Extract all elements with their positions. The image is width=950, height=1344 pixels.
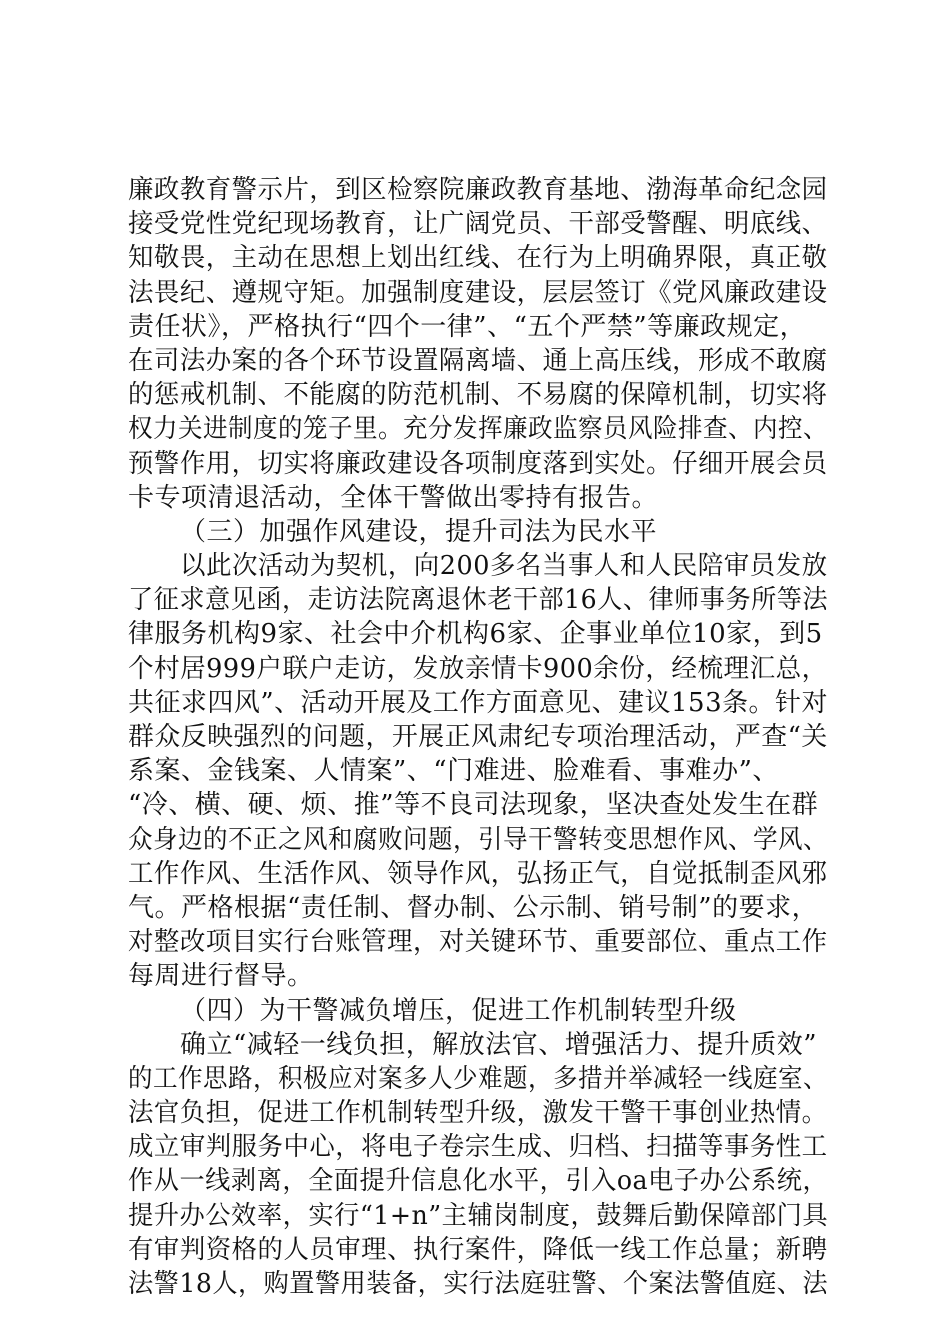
text-line: 预警作用，切实将廉政建设各项制度落到实处。仔细开展会员 [128,448,828,479]
text-line: 在司法办案的各个环节设置隔离墙、通上高压线，形成不敢腐 [128,345,828,376]
text-line: 的惩戒机制、不能腐的防范机制、不易腐的保障机制，切实将 [128,380,828,411]
text-line: 作从一线剥离，全面提升信息化水平，引入oa电子办公系统， [128,1166,829,1197]
paragraph-start: 确立“减轻一线负担，解放法官、增强活力、提升质效” [180,1029,818,1060]
text-line: 群众反映强烈的问题，开展正风肃纪专项治理活动，严查“关 [128,722,828,752]
section-heading: （三）加强作风建设，提升司法为民水平 [180,516,658,547]
text-line: 有审判资格的人员审理、执行案件，降低一线工作总量；新聘 [128,1234,828,1265]
text-line: 了征求意见函，走访法院离退休老干部16人、律师事务所等法 [128,585,829,616]
text-line: 权力关进制度的笼子里。充分发挥廉政监察员风险排查、内控、 [128,414,829,445]
text-line: 成立审判服务中心，将电子卷宗生成、归档、扫描等事务性工 [128,1132,828,1163]
text-line: 律服务机构9家、社会中介机构6家、企事业单位10家，到5 [128,619,823,650]
text-line: 工作作风、生活作风、领导作风，弘扬正气，自觉抵制歪风邪 [128,858,828,889]
section-heading: （四）为干警减负增压，促进工作机制转型升级 [180,995,737,1026]
text-line: 提升办公效率，实行“1+n”主辅岗制度，鼓舞后勤保障部门具 [128,1200,829,1231]
text-line: 法官负担，促进工作机制转型升级，激发干警干事创业热情。 [128,1098,828,1129]
paragraph-start: 以此次活动为契机，向200多名当事人和人民陪审员发放 [180,551,828,582]
body-text [128,173,828,1301]
text-line: 气。严格根据“责任制、督办制、公示制、销号制”的要求， [128,892,819,923]
text-line: 责任状》，严格执行“四个一律”、“五个严禁”等廉政规定， [128,311,807,342]
text-line: 系案、金钱案、人情案”、“门难进、脸难看、事难办”、 [128,756,779,787]
text-line: 个村居999户联户走访，发放亲情卡900余份，经梳理汇总， [128,653,828,684]
text-line: 知敬畏，主动在思想上划出红线、在行为上明确界限，真正敬 [128,243,828,274]
text-line: 廉政教育警示片，到区检察院廉政教育基地、渤海革命纪念园 [128,175,828,205]
text-line: 法警18人，购置警用装备，实行法庭驻警、个案法警值庭、法 [128,1269,829,1299]
text-line: 众身边的不正之风和腐败问题，引导干警转变思想作风、学风、 [128,824,829,855]
text-line: 每周进行督导。 [128,961,314,992]
text-line: 接受党性党纪现场教育，让广阔党员、干部受警醒、明底线、 [128,209,828,240]
text-line: 法畏纪、遵规守矩。加强制度建设，层层签订《党风廉政建设 [128,277,828,308]
text-line: “冷、横、硬、烦、推”等不良司法现象，坚决查处发生在群 [128,790,819,821]
text-line: 卡专项清退活动，全体干警做出零持有报告。 [128,482,659,513]
text-line: 对整改项目实行台账管理，对关键环节、重要部位、重点工作 [128,927,828,958]
text-line: 共征求四风”、活动开展及工作方面意见、建议153条。针对 [128,687,828,718]
text-line: 的工作思路，积极应对案多人少难题，多措并举减轻一线庭室、 [128,1063,829,1094]
